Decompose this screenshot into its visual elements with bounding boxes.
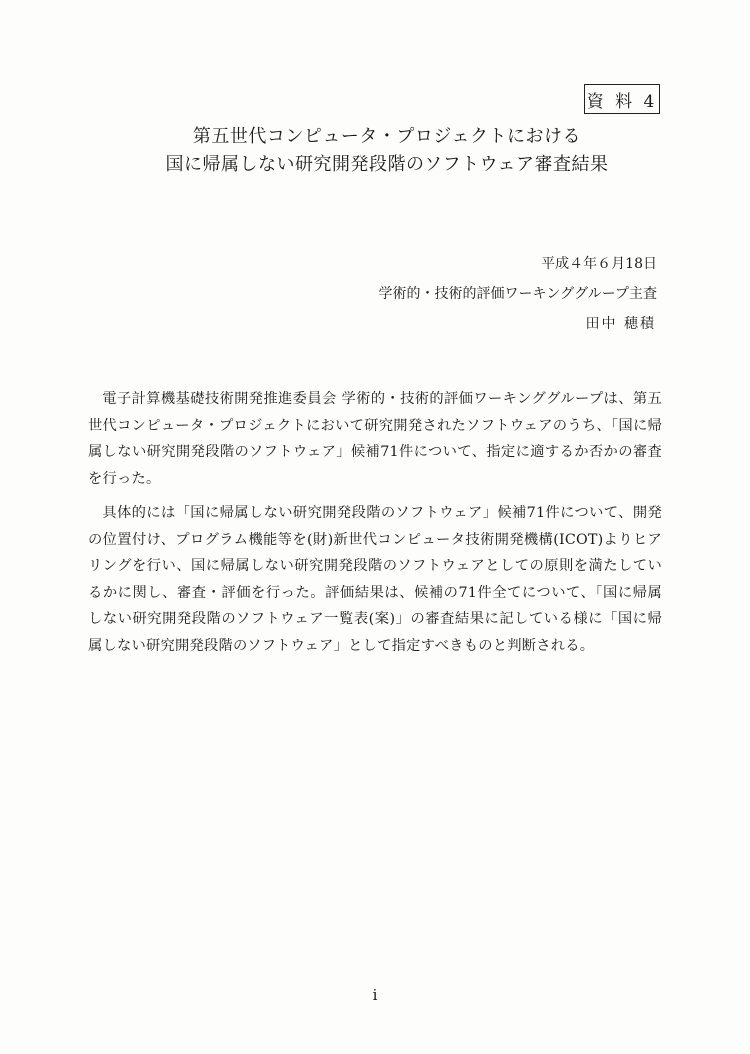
paragraph-2-block (88, 500, 662, 659)
paragraph: 具体的には「国に帰属しない研究開発段階のソフトウェア」候補71件について、開発の位置付け、プログラム機能等を(財)新世代コンピュータ技術開発機構(ICOT)よりヒアリングを行い、国に帰属しない研究開発段階のソフトウェアとしての原則を満たしているかに関し、審査・評価を行った。評価結果は、候補の71件全てについて、「国に帰属しない研究開発段階のソフトウェア一覧表(案)」の審査結果に記している様に「国に帰属しない研究開発段階のソフトウェア」として指定すべきものと判断される。 (88, 505, 662, 654)
title-line-2: 国に帰属しない研究開発段階のソフトウェア審査結果 (165, 154, 609, 175)
page-number: i (372, 986, 378, 1004)
working-group: 学術的・技術的評価ワーキンググループ主査 (378, 286, 657, 302)
document-label: 資 料 4 (584, 84, 660, 114)
title-line-1: 第五世代コンピュータ・プロジェクトにおける (192, 126, 582, 147)
paragraph-1-block (88, 386, 662, 492)
paragraph: 電子計算機基礎技術開発推進委員会 学術的・技術的評価ワーキンググループは、第五世代コンピュータ・プロジェクトにおいて研究開発されたソフトウェアのうち、「国に帰属しない研究開発段階のソフトウェア」候補71件について、指定に適するか否かの審査を行った。 (88, 391, 662, 487)
document-date: 平成４年６月18日 (541, 256, 657, 272)
author-name: 田中 穂積 (585, 316, 656, 332)
